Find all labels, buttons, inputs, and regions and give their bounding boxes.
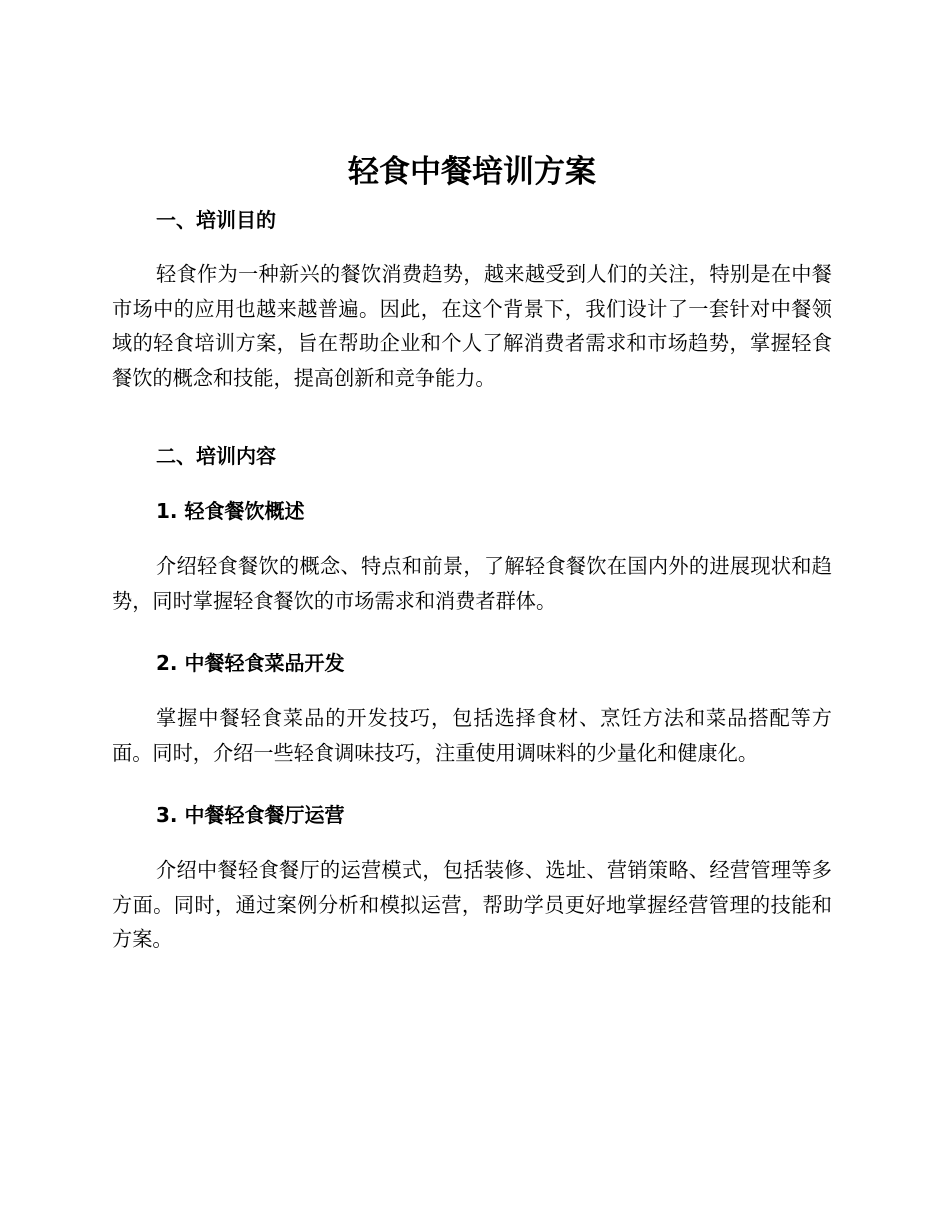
section-heading-content: 二、培训内容 [156,444,276,468]
document-title: 轻食中餐培训方案 [348,154,596,190]
subsection-heading-dish-development: 2. 中餐轻食菜品开发 [156,651,345,675]
subsection-paragraph-dish-development: 掌握中餐轻食菜品的开发技巧，包括选择食材、烹饪方法和菜品搭配等方面。同时，介绍一些轻食调味技巧，注重使用调味料的少量化和健康化。 [112,706,832,765]
section-paragraph-purpose: 轻食作为一种新兴的餐饮消费趋势，越来越受到人们的关注，特别是在中餐市场中的应用也越来越普遍。因此，在这个背景下，我们设计了一套针对中餐领域的轻食培训方案，旨在帮助企业和个人了解消费者需求和市场趋势，掌握轻食餐饮的概念和技能，提高创新和竞争能力。 [112,262,832,390]
section-heading-purpose: 一、培训目的 [156,208,276,232]
subsection-heading-operations: 3. 中餐轻食餐厅运营 [156,803,345,827]
subsection-heading-overview: 1. 轻食餐饮概述 [156,499,305,523]
subsection-paragraph-operations: 介绍中餐轻食餐厅的运营模式，包括装修、选址、营销策略、经营管理等多方面。同时，通过案例分析和模拟运营，帮助学员更好地掌握经营管理的技能和方案。 [112,858,832,951]
subsection-paragraph-overview: 介绍轻食餐饮的概念、特点和前景，了解轻食餐饮在国内外的进展现状和趋势，同时掌握轻食餐饮的市场需求和消费者群体。 [112,554,832,613]
